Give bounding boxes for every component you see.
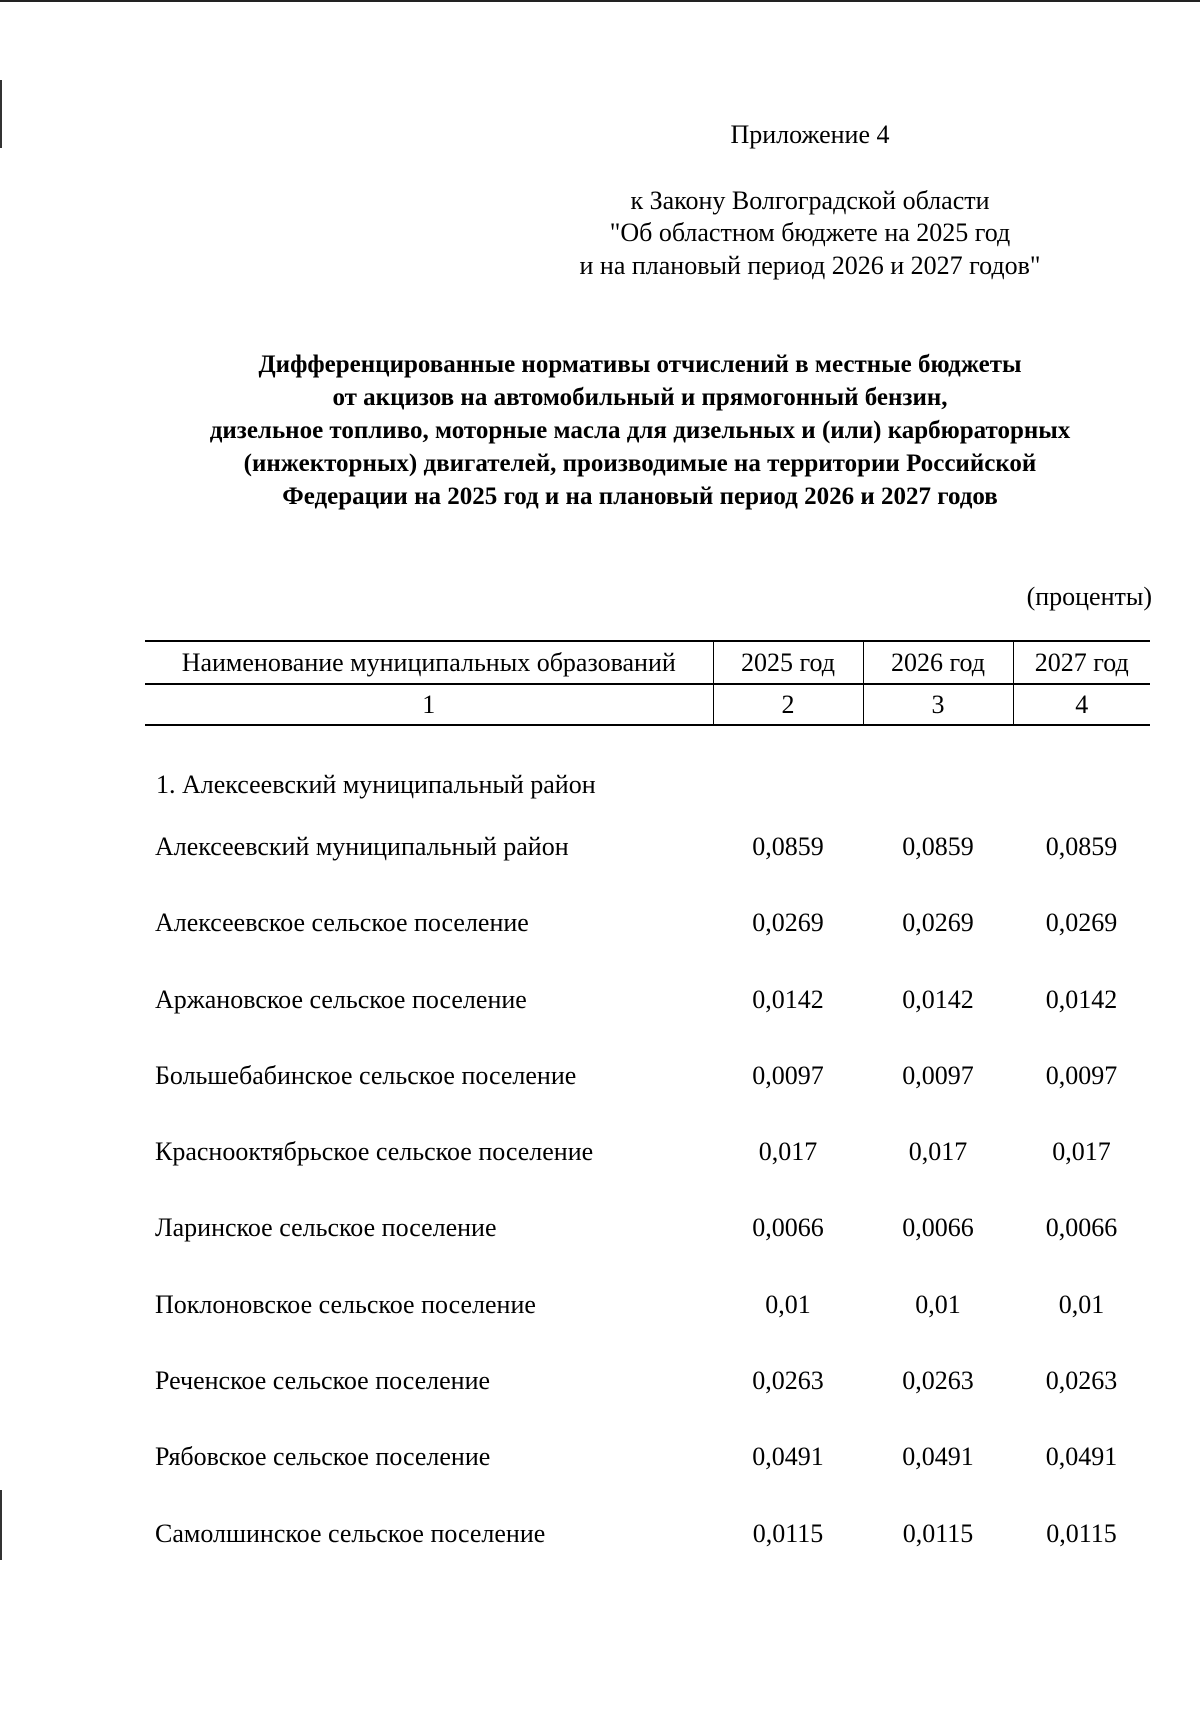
value-2026: 0,0263 [902,1366,974,1396]
table-row [145,1137,1150,1213]
appendix-law-line-1: к Закону Волгоградской области [630,186,990,215]
section-title: 1. Алексеевский муниципальный район [156,770,596,799]
header-row [145,641,1150,684]
table-body [145,832,1150,1595]
value-2025: 0,0859 [752,832,824,861]
value-2027: 0,0115 [1046,1518,1117,1548]
value-2025: 0,0097 [752,1060,824,1090]
municipality-name: Ларинское сельское поселение [155,1213,497,1243]
scan-edge-mark [0,1490,2,1560]
title-line: Дифференцированные нормативы отчислений в местные бюджеты [258,351,1022,378]
value-2027: 0,0859 [1045,832,1118,861]
value-2027: 0,0491 [1045,1442,1118,1472]
municipality-name: Алексеевский муниципальный район [155,832,569,861]
title-line: дизельное топливо, моторные масла для дизельных и (или) карбюраторных [209,417,1071,444]
value-2027: 0,0066 [1045,1213,1118,1243]
table-row [145,1290,1150,1366]
value-2026: 0,0066 [902,1213,974,1243]
value-2026: 0,0115 [902,1518,974,1548]
value-2027: 0,017 [1052,1137,1111,1167]
value-2027: 0,0142 [1045,984,1118,1014]
municipality-name: Поклоновское сельское поселение [155,1289,536,1319]
value-2027: 0,0097 [1045,1060,1118,1090]
table-row [145,1519,1150,1595]
table-row [145,832,1150,908]
value-2026: 0,0097 [902,1060,974,1090]
table-row [145,1061,1150,1137]
value-2026: 0,017 [908,1137,968,1167]
header-name: Наименование муниципальных образований [145,641,713,684]
municipality-name: Большебабинское сельское поселение [155,1060,577,1090]
municipality-name: Реченское сельское поселение [155,1366,491,1396]
appendix-law-line-2: "Об областном бюджете на 2025 год [609,218,1011,247]
column-number: 4 [1013,684,1150,725]
table-header [145,640,1150,726]
value-2026: 0,01 [915,1289,961,1319]
table-row [145,1442,1150,1518]
title-line: (инжекторных) двигателей, производимые на территории Российской [243,450,1037,477]
column-number-row [145,684,1150,725]
table-row [145,1213,1150,1289]
value-2025: 0,017 [758,1137,818,1167]
table-row [145,985,1150,1061]
column-number: 2 [713,684,863,725]
municipality-name: Рябовское сельское поселение [155,1442,491,1472]
table-row [145,1366,1150,1442]
document-title [140,348,1140,513]
value-2025: 0,0115 [752,1518,824,1548]
value-2027: 0,0269 [1045,908,1118,938]
column-number: 3 [863,684,1013,725]
appendix-number: Приложение 4 [730,120,890,149]
title-line: Федерации на 2025 год и на плановый период 2026 и 2027 годов [282,483,998,510]
value-2025: 0,01 [765,1289,811,1319]
value-2026: 0,0859 [902,832,974,861]
municipality-name: Алексеевское сельское поселение [155,908,529,938]
header-2025: 2025 год [713,641,863,684]
value-2025: 0,0142 [752,984,824,1014]
appendix-law-line-3: и на плановый период 2026 и 2027 годов" [579,251,1041,280]
scan-edge-mark [0,80,2,148]
table-row [145,908,1150,984]
column-number: 1 [145,684,713,725]
value-2025: 0,0269 [752,908,824,938]
value-2025: 0,0263 [752,1366,824,1396]
value-2027: 0,0263 [1045,1366,1118,1396]
value-2026: 0,0142 [902,984,974,1014]
value-2025: 0,0066 [752,1213,824,1243]
page-top-border [0,0,1200,2]
value-2026: 0,0491 [902,1442,974,1472]
units-label: (проценты) [1026,582,1152,611]
municipality-name: Краснооктябрьское сельское поселение [155,1137,594,1167]
value-2027: 0,01 [1058,1289,1105,1319]
header-2027: 2027 год [1013,641,1150,684]
municipality-name: Аржановское сельское поселение [155,984,527,1014]
value-2026: 0,0269 [902,908,974,938]
municipality-name: Самолшинское сельское поселение [155,1518,546,1548]
title-line: от акцизов на автомобильный и прямогонный бензин, [332,384,948,411]
header-2026: 2026 год [863,641,1013,684]
value-2025: 0,0491 [752,1442,824,1472]
